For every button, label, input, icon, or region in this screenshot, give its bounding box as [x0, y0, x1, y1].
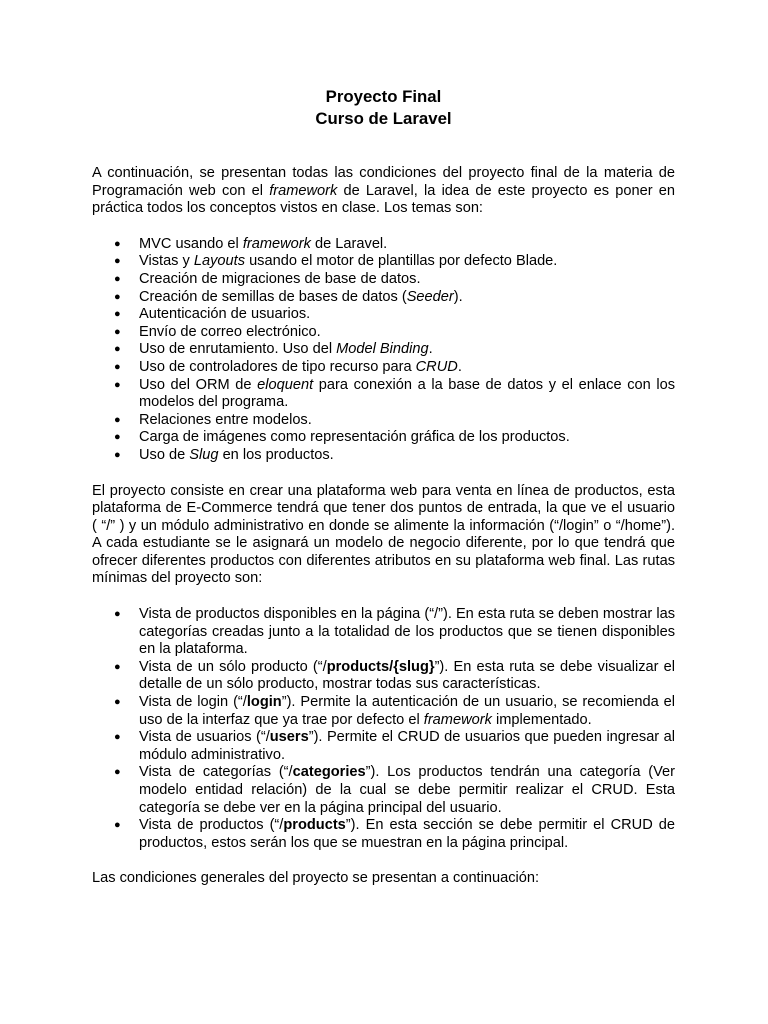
bullet-icon: ● [114, 766, 121, 779]
bullet-icon: ● [114, 255, 121, 268]
document-title [92, 86, 675, 129]
bullet-icon: ● [114, 290, 121, 303]
route-path: products [283, 817, 346, 834]
bullet-icon: ● [114, 448, 121, 461]
list-item-emphasis: CRUD [415, 358, 458, 375]
list-item [92, 306, 675, 324]
list-item-text: . [428, 341, 433, 358]
list-item-text: Envío de correo electrónico. [139, 323, 321, 340]
conditions-paragraph: Las condiciones generales del proyecto se presentan a continuación: [92, 870, 540, 887]
document-page [92, 86, 675, 888]
intro-text-1: A continuación, se presentan todas las condiciones del proyecto final de la materia de Programación web con el [92, 165, 675, 199]
list-item [92, 271, 675, 289]
intro-paragraph [92, 165, 675, 218]
list-item [92, 377, 675, 412]
list-item-emphasis: Slug [189, 446, 219, 463]
list-item-text: Vista de un sólo producto (“/ [139, 658, 327, 675]
list-item-text: Uso de controladores de tipo recurso para [139, 358, 416, 375]
list-item-emphasis: Model Binding [336, 341, 429, 358]
list-item-emphasis: framework [242, 235, 311, 252]
list-item [92, 341, 675, 359]
bullet-icon: ● [114, 325, 121, 338]
list-item [92, 817, 675, 852]
route-path: {slug} [393, 658, 435, 675]
list-item-text: Autenticación de usuarios. [139, 306, 311, 323]
list-item-text: ”). Permite la autenticación de un usuario, se recomienda el uso de la interfaz que ya trae por defecto el [139, 694, 675, 728]
intro-text-3: de Laravel, la idea de este proyecto es poner en práctica todos los conceptos vistos en clase. Los temas son: [92, 182, 675, 217]
list-item [92, 447, 675, 465]
list-item-text: Vistas y [139, 253, 194, 270]
bullet-icon: ● [114, 819, 121, 832]
list-item [92, 659, 675, 694]
list-item-text: Uso de [139, 446, 190, 463]
list-item-text: ”). En esta sección se debe permitir el CRUD de productos, estos serán los que se muestran en la página principal. [139, 817, 675, 851]
list-item-text: Carga de imágenes como representación gráfica de los productos. [139, 429, 570, 446]
bullet-icon: ● [114, 272, 121, 285]
list-item-text: Vista de productos (“/ [139, 817, 284, 834]
list-item [92, 359, 675, 377]
bullet-icon: ● [114, 731, 121, 744]
list-item-emphasis: Seeder [406, 288, 454, 305]
list-item-text: Uso del ORM de [139, 376, 258, 393]
list-item-text: Vista de categorías (“/ [139, 764, 293, 781]
list-item [92, 429, 675, 447]
bullet-icon: ● [114, 431, 121, 444]
list-item-emphasis: framework [423, 711, 492, 728]
list-item-text: Creación de semillas de bases de datos ( [139, 288, 407, 305]
list-item-text: ). [453, 288, 463, 305]
list-item [92, 253, 675, 271]
list-item-emphasis: eloquent [257, 376, 314, 393]
list-item-text: . [457, 358, 462, 375]
list-item [92, 764, 675, 817]
list-item-text: para conexión a la base de datos y el enlace con los modelos del programa. [139, 376, 675, 411]
list-item-text: Vista de usuarios (“/ [139, 729, 270, 746]
list-item-text: Uso de enrutamiento. Uso del [139, 341, 337, 358]
bullet-icon: ● [114, 696, 121, 709]
intro-text-2: framework [269, 182, 338, 199]
list-item-text: Vista de productos disponibles en la página (“/”). En esta ruta se deben mostrar las categorías creadas junto a la totalidad de los productos que se tienen disponibles en la plataforma. [139, 606, 675, 658]
bullet-icon: ● [114, 608, 121, 621]
bullet-icon: ● [114, 360, 121, 373]
route-path: users [269, 729, 309, 746]
list-item-text: ”). En esta ruta se debe visualizar el detalle de un sólo producto, mostrar todas sus características. [139, 658, 675, 693]
list-item-text: Vista de login (“/ [139, 694, 247, 711]
list-item-text: usando el motor de plantillas por defecto Blade. [245, 253, 558, 270]
bullet-icon: ● [114, 308, 121, 321]
route-path: categories [292, 764, 366, 781]
bullet-icon: ● [114, 237, 121, 250]
route-path: login [246, 694, 282, 711]
list-item [92, 694, 675, 729]
list-item [92, 289, 675, 307]
list-item-text: implementado. [491, 711, 592, 728]
bullet-icon: ● [114, 413, 121, 426]
route-path: / [389, 658, 394, 675]
list-item-text: ”). Los productos tendrán una categoría (Ver modelo entidad relación) de la cual se debe permitir realizar el CRUD. Esta categoría se debe ver en la página principal del usuario. [139, 764, 676, 816]
topics-list [92, 236, 675, 465]
list-item [92, 729, 675, 764]
list-item [92, 606, 675, 659]
title-line-2: Curso de Laravel [315, 108, 452, 128]
routes-list [92, 606, 675, 852]
list-item-emphasis: Layouts [193, 253, 246, 270]
list-item [92, 324, 675, 342]
list-item-text: de Laravel. [310, 235, 388, 252]
bullet-icon: ● [114, 378, 121, 391]
list-item-text: Creación de migraciones de base de datos. [139, 270, 421, 287]
list-item [92, 236, 675, 254]
list-item-text: MVC usando el [139, 235, 243, 252]
list-item-text: Relaciones entre modelos. [139, 411, 312, 428]
list-item [92, 412, 675, 430]
bullet-icon: ● [114, 660, 121, 673]
list-item-text: en los productos. [218, 446, 334, 463]
title-line-1: Proyecto Final [325, 87, 442, 106]
route-path: products [326, 658, 390, 675]
project-paragraph: El proyecto consiste en crear una plataforma web para venta en línea de productos, esta plataforma de E-Commerce tendrá que tener dos puntos de entrada, la que ve el usuario ( “/” ) y un módulo administrativo en donde se alimente la información (“/login” o “/home”). A cada estudiante se le asignará un modelo de negocio diferente, por lo que tendrá que ofrecer diferentes productos con diferentes atributos en su plataforma web final. Las rutas mínimas del proyecto son: [92, 482, 675, 587]
list-item-text: ”). Permite el CRUD de usuarios que pueden ingresar al módulo administrativo. [139, 729, 675, 763]
bullet-icon: ● [114, 343, 121, 356]
